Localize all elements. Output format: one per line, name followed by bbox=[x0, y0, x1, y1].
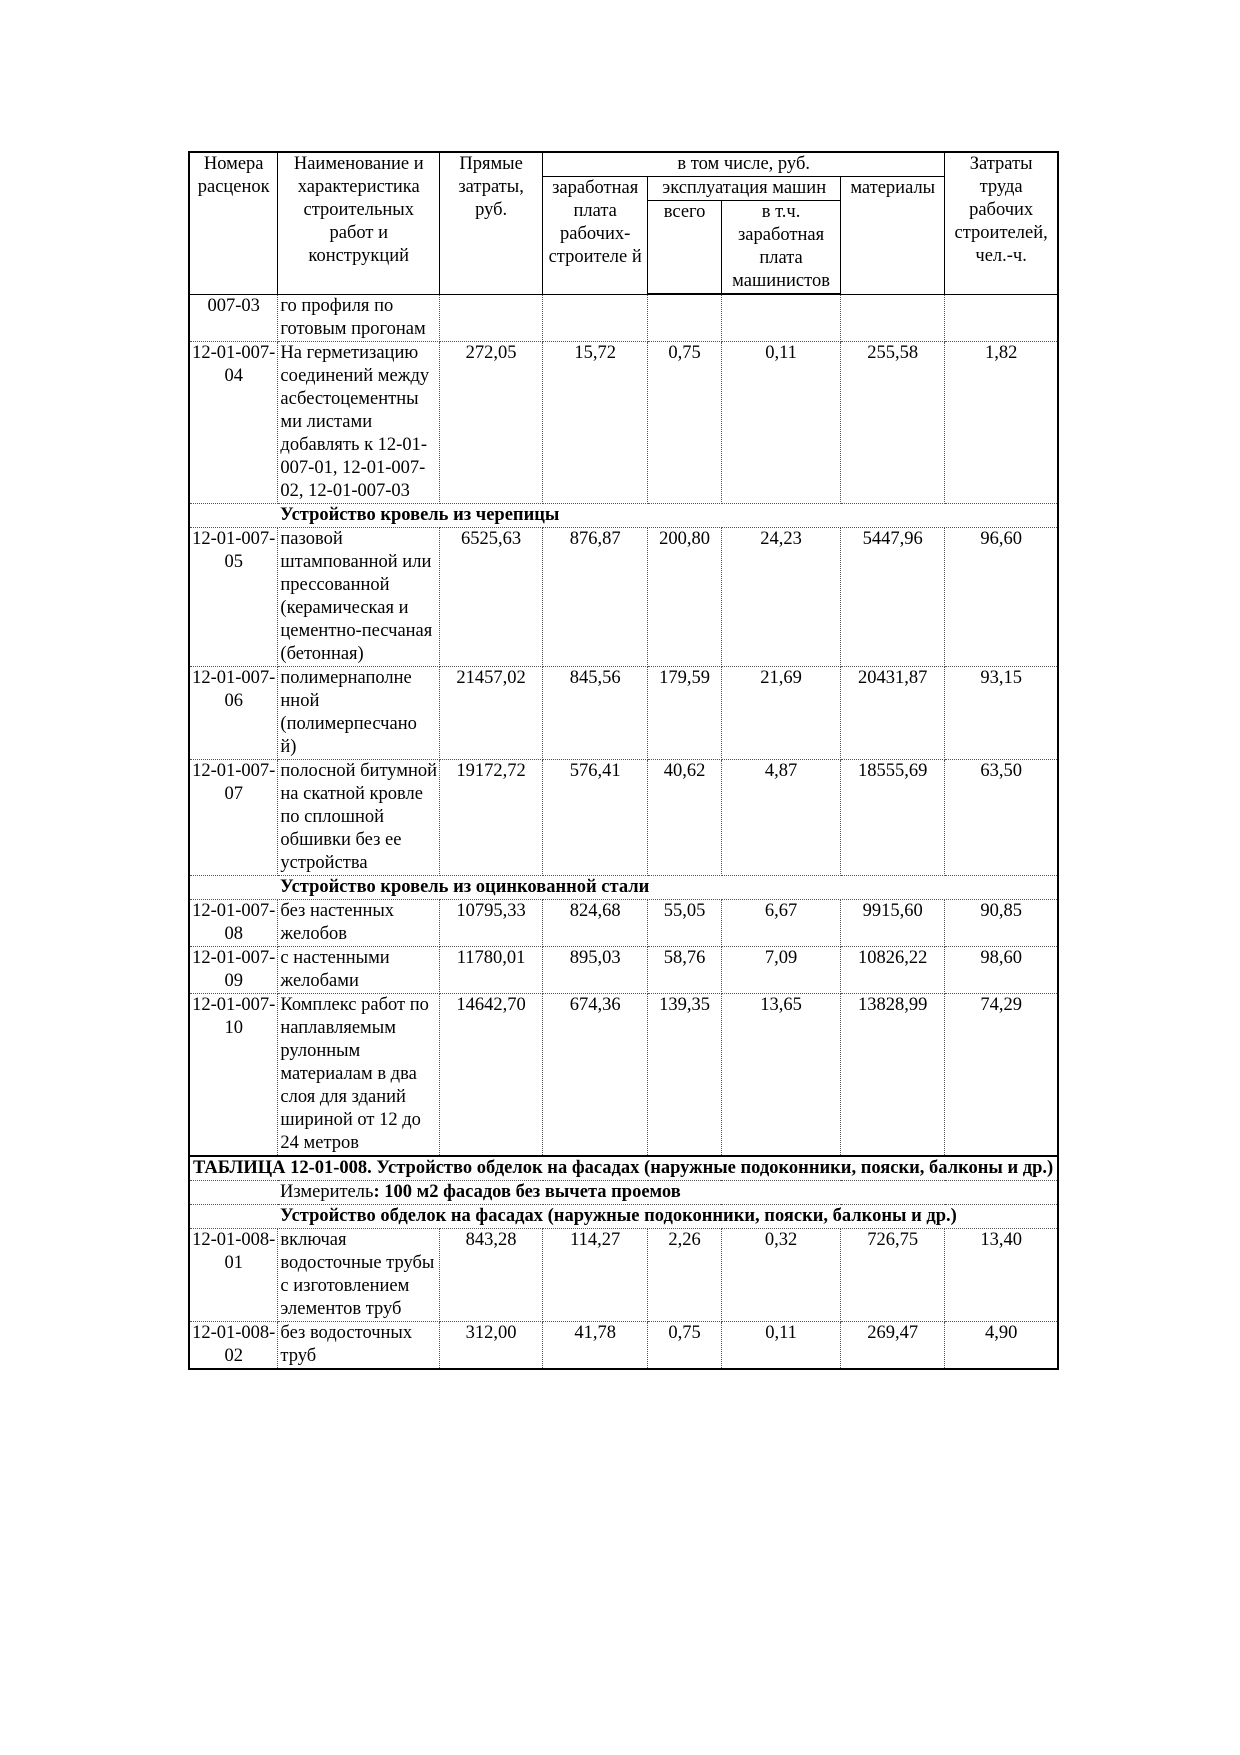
rates-table bbox=[188, 151, 1059, 1370]
table2-title-row bbox=[189, 1156, 1058, 1181]
cell-labor: 1,82 bbox=[945, 341, 1058, 503]
cell-name: го профиля по готовым прогонам bbox=[278, 294, 440, 341]
cell-wage: 895,03 bbox=[543, 946, 648, 993]
cell-wage: 824,68 bbox=[543, 899, 648, 946]
cell-mach-wage: 0,11 bbox=[721, 1321, 840, 1369]
header-wage: заработная плата рабочих-строителе й bbox=[543, 177, 648, 295]
table-row bbox=[189, 946, 1058, 993]
cell-code: 007-03 bbox=[189, 294, 278, 341]
cell-mach-total: 55,05 bbox=[648, 899, 722, 946]
table-body bbox=[189, 294, 1058, 1369]
meter-value: : 100 м2 фасадов без вычета проемов bbox=[373, 1181, 681, 1202]
cell-mach-wage: 0,11 bbox=[721, 341, 840, 503]
cell-name: с настенными желобами bbox=[278, 946, 440, 993]
cell-wage bbox=[543, 294, 648, 341]
cell-wage: 41,78 bbox=[543, 1321, 648, 1369]
cell-name: без водосточных труб bbox=[278, 1321, 440, 1369]
cell-materials: 10826,22 bbox=[841, 946, 945, 993]
header-materials: материалы bbox=[841, 177, 945, 295]
cell-mach-total: 40,62 bbox=[648, 759, 722, 875]
cell-mach-wage: 13,65 bbox=[721, 993, 840, 1156]
cell-labor: 96,60 bbox=[945, 527, 1058, 666]
cell-direct: 6525,63 bbox=[440, 527, 543, 666]
cell-mach-wage: 21,69 bbox=[721, 666, 840, 759]
cell-wage: 876,87 bbox=[543, 527, 648, 666]
cell-name: включая водосточные трубы с изготовлением элементов труб bbox=[278, 1228, 440, 1321]
cell-code: 12-01-007-08 bbox=[189, 899, 278, 946]
section-row bbox=[189, 1204, 1058, 1228]
cell-wage: 845,56 bbox=[543, 666, 648, 759]
meter-label: Измеритель bbox=[280, 1181, 374, 1202]
cell-materials: 13828,99 bbox=[841, 993, 945, 1156]
cell-labor: 93,15 bbox=[945, 666, 1058, 759]
meter-row bbox=[189, 1180, 1058, 1204]
cell-direct: 11780,01 bbox=[440, 946, 543, 993]
cell-code: 12-01-007-07 bbox=[189, 759, 278, 875]
cell-mach-wage: 24,23 bbox=[721, 527, 840, 666]
cell-materials: 269,47 bbox=[841, 1321, 945, 1369]
cell-mach-wage: 7,09 bbox=[721, 946, 840, 993]
cell-direct: 10795,33 bbox=[440, 899, 543, 946]
table-row bbox=[189, 666, 1058, 759]
cell-materials: 726,75 bbox=[841, 1228, 945, 1321]
table-row bbox=[189, 1321, 1058, 1369]
cell-direct: 312,00 bbox=[440, 1321, 543, 1369]
section-title: Устройство кровель из черепицы bbox=[189, 503, 1058, 527]
cell-direct: 21457,02 bbox=[440, 666, 543, 759]
cell-code: 12-01-008-02 bbox=[189, 1321, 278, 1369]
header-including: в том числе, руб. bbox=[543, 152, 945, 177]
cell-code: 12-01-007-06 bbox=[189, 666, 278, 759]
section-row bbox=[189, 875, 1058, 899]
cell-mach-total: 0,75 bbox=[648, 1321, 722, 1369]
cell-labor bbox=[945, 294, 1058, 341]
section-title: Устройство обделок на фасадах (наружные подоконники, пояски, балконы и др.) bbox=[189, 1204, 1058, 1228]
cell-wage: 674,36 bbox=[543, 993, 648, 1156]
cell-materials: 5447,96 bbox=[841, 527, 945, 666]
cell-labor: 98,60 bbox=[945, 946, 1058, 993]
cell-mach-total: 0,75 bbox=[648, 341, 722, 503]
cell-wage: 15,72 bbox=[543, 341, 648, 503]
cell-materials: 18555,69 bbox=[841, 759, 945, 875]
header-mach-total: всего bbox=[648, 201, 722, 295]
cell-materials: 255,58 bbox=[841, 341, 945, 503]
cell-code: 12-01-007-09 bbox=[189, 946, 278, 993]
cell-direct: 843,28 bbox=[440, 1228, 543, 1321]
table-row bbox=[189, 294, 1058, 341]
table-row bbox=[189, 527, 1058, 666]
table2-title: ТАБЛИЦА 12-01-008. Устройство обделок на фасадах (наружные подоконники, пояски, балконы и др.) bbox=[189, 1156, 1058, 1181]
cell-direct: 272,05 bbox=[440, 341, 543, 503]
header-labor: Затраты труда рабочих строителей, чел.-ч. bbox=[945, 152, 1058, 294]
cell-mach-total: 58,76 bbox=[648, 946, 722, 993]
cell-labor: 4,90 bbox=[945, 1321, 1058, 1369]
cell-direct: 19172,72 bbox=[440, 759, 543, 875]
cell-mach-wage: 0,32 bbox=[721, 1228, 840, 1321]
cell-code: 12-01-007-04 bbox=[189, 341, 278, 503]
cell-mach-wage bbox=[721, 294, 840, 341]
cell-mach-total: 200,80 bbox=[648, 527, 722, 666]
cell-labor: 63,50 bbox=[945, 759, 1058, 875]
cell-code: 12-01-007-05 bbox=[189, 527, 278, 666]
cell-name: пазовой штампованной или прессованной (керамическая и цементно-песчаная (бетонная) bbox=[278, 527, 440, 666]
cell-materials bbox=[841, 294, 945, 341]
cell-code: 12-01-008-01 bbox=[189, 1228, 278, 1321]
cell-direct bbox=[440, 294, 543, 341]
cell-mach-total bbox=[648, 294, 722, 341]
header-name: Наименование и характеристика строительных работ и конструкций bbox=[278, 152, 440, 294]
cell-mach-total: 2,26 bbox=[648, 1228, 722, 1321]
cell-mach-wage: 6,67 bbox=[721, 899, 840, 946]
header-mach-wage: в т.ч. заработная плата машинистов bbox=[721, 201, 840, 295]
header-code: Номера расценок bbox=[189, 152, 278, 294]
table-row bbox=[189, 1228, 1058, 1321]
cell-mach-total: 139,35 bbox=[648, 993, 722, 1156]
header-machines: эксплуатация машин bbox=[648, 177, 841, 201]
cell-name: без настенных желобов bbox=[278, 899, 440, 946]
cell-wage: 576,41 bbox=[543, 759, 648, 875]
cell-mach-wage: 4,87 bbox=[721, 759, 840, 875]
section-title: Устройство кровель из оцинкованной стали bbox=[189, 875, 1058, 899]
cell-name: Комплекс работ по наплавляемым рулонным материалам в два слоя для зданий шириной от 12 до 24 метров bbox=[278, 993, 440, 1156]
cell-name: полосной битумной на скатной кровле по сплошной обшивки без ее устройства bbox=[278, 759, 440, 875]
meter-cell bbox=[189, 1180, 1058, 1204]
table-row bbox=[189, 759, 1058, 875]
cell-labor: 90,85 bbox=[945, 899, 1058, 946]
cell-wage: 114,27 bbox=[543, 1228, 648, 1321]
cell-labor: 74,29 bbox=[945, 993, 1058, 1156]
cell-mach-total: 179,59 bbox=[648, 666, 722, 759]
cell-materials: 9915,60 bbox=[841, 899, 945, 946]
table-header bbox=[189, 152, 1058, 294]
cell-code: 12-01-007-10 bbox=[189, 993, 278, 1156]
cell-name: полимернаполне нной (полимерпесчано й) bbox=[278, 666, 440, 759]
cell-name: На герметизацию соединений между асбестоцементны ми листами добавлять к 12-01-007-01, 12-01-007-02, 12-01-007-03 bbox=[278, 341, 440, 503]
header-direct: Прямые затраты, руб. bbox=[440, 152, 543, 294]
table-row bbox=[189, 899, 1058, 946]
table-row bbox=[189, 993, 1058, 1156]
cell-materials: 20431,87 bbox=[841, 666, 945, 759]
section-row bbox=[189, 503, 1058, 527]
cell-labor: 13,40 bbox=[945, 1228, 1058, 1321]
table-row bbox=[189, 341, 1058, 503]
cell-direct: 14642,70 bbox=[440, 993, 543, 1156]
